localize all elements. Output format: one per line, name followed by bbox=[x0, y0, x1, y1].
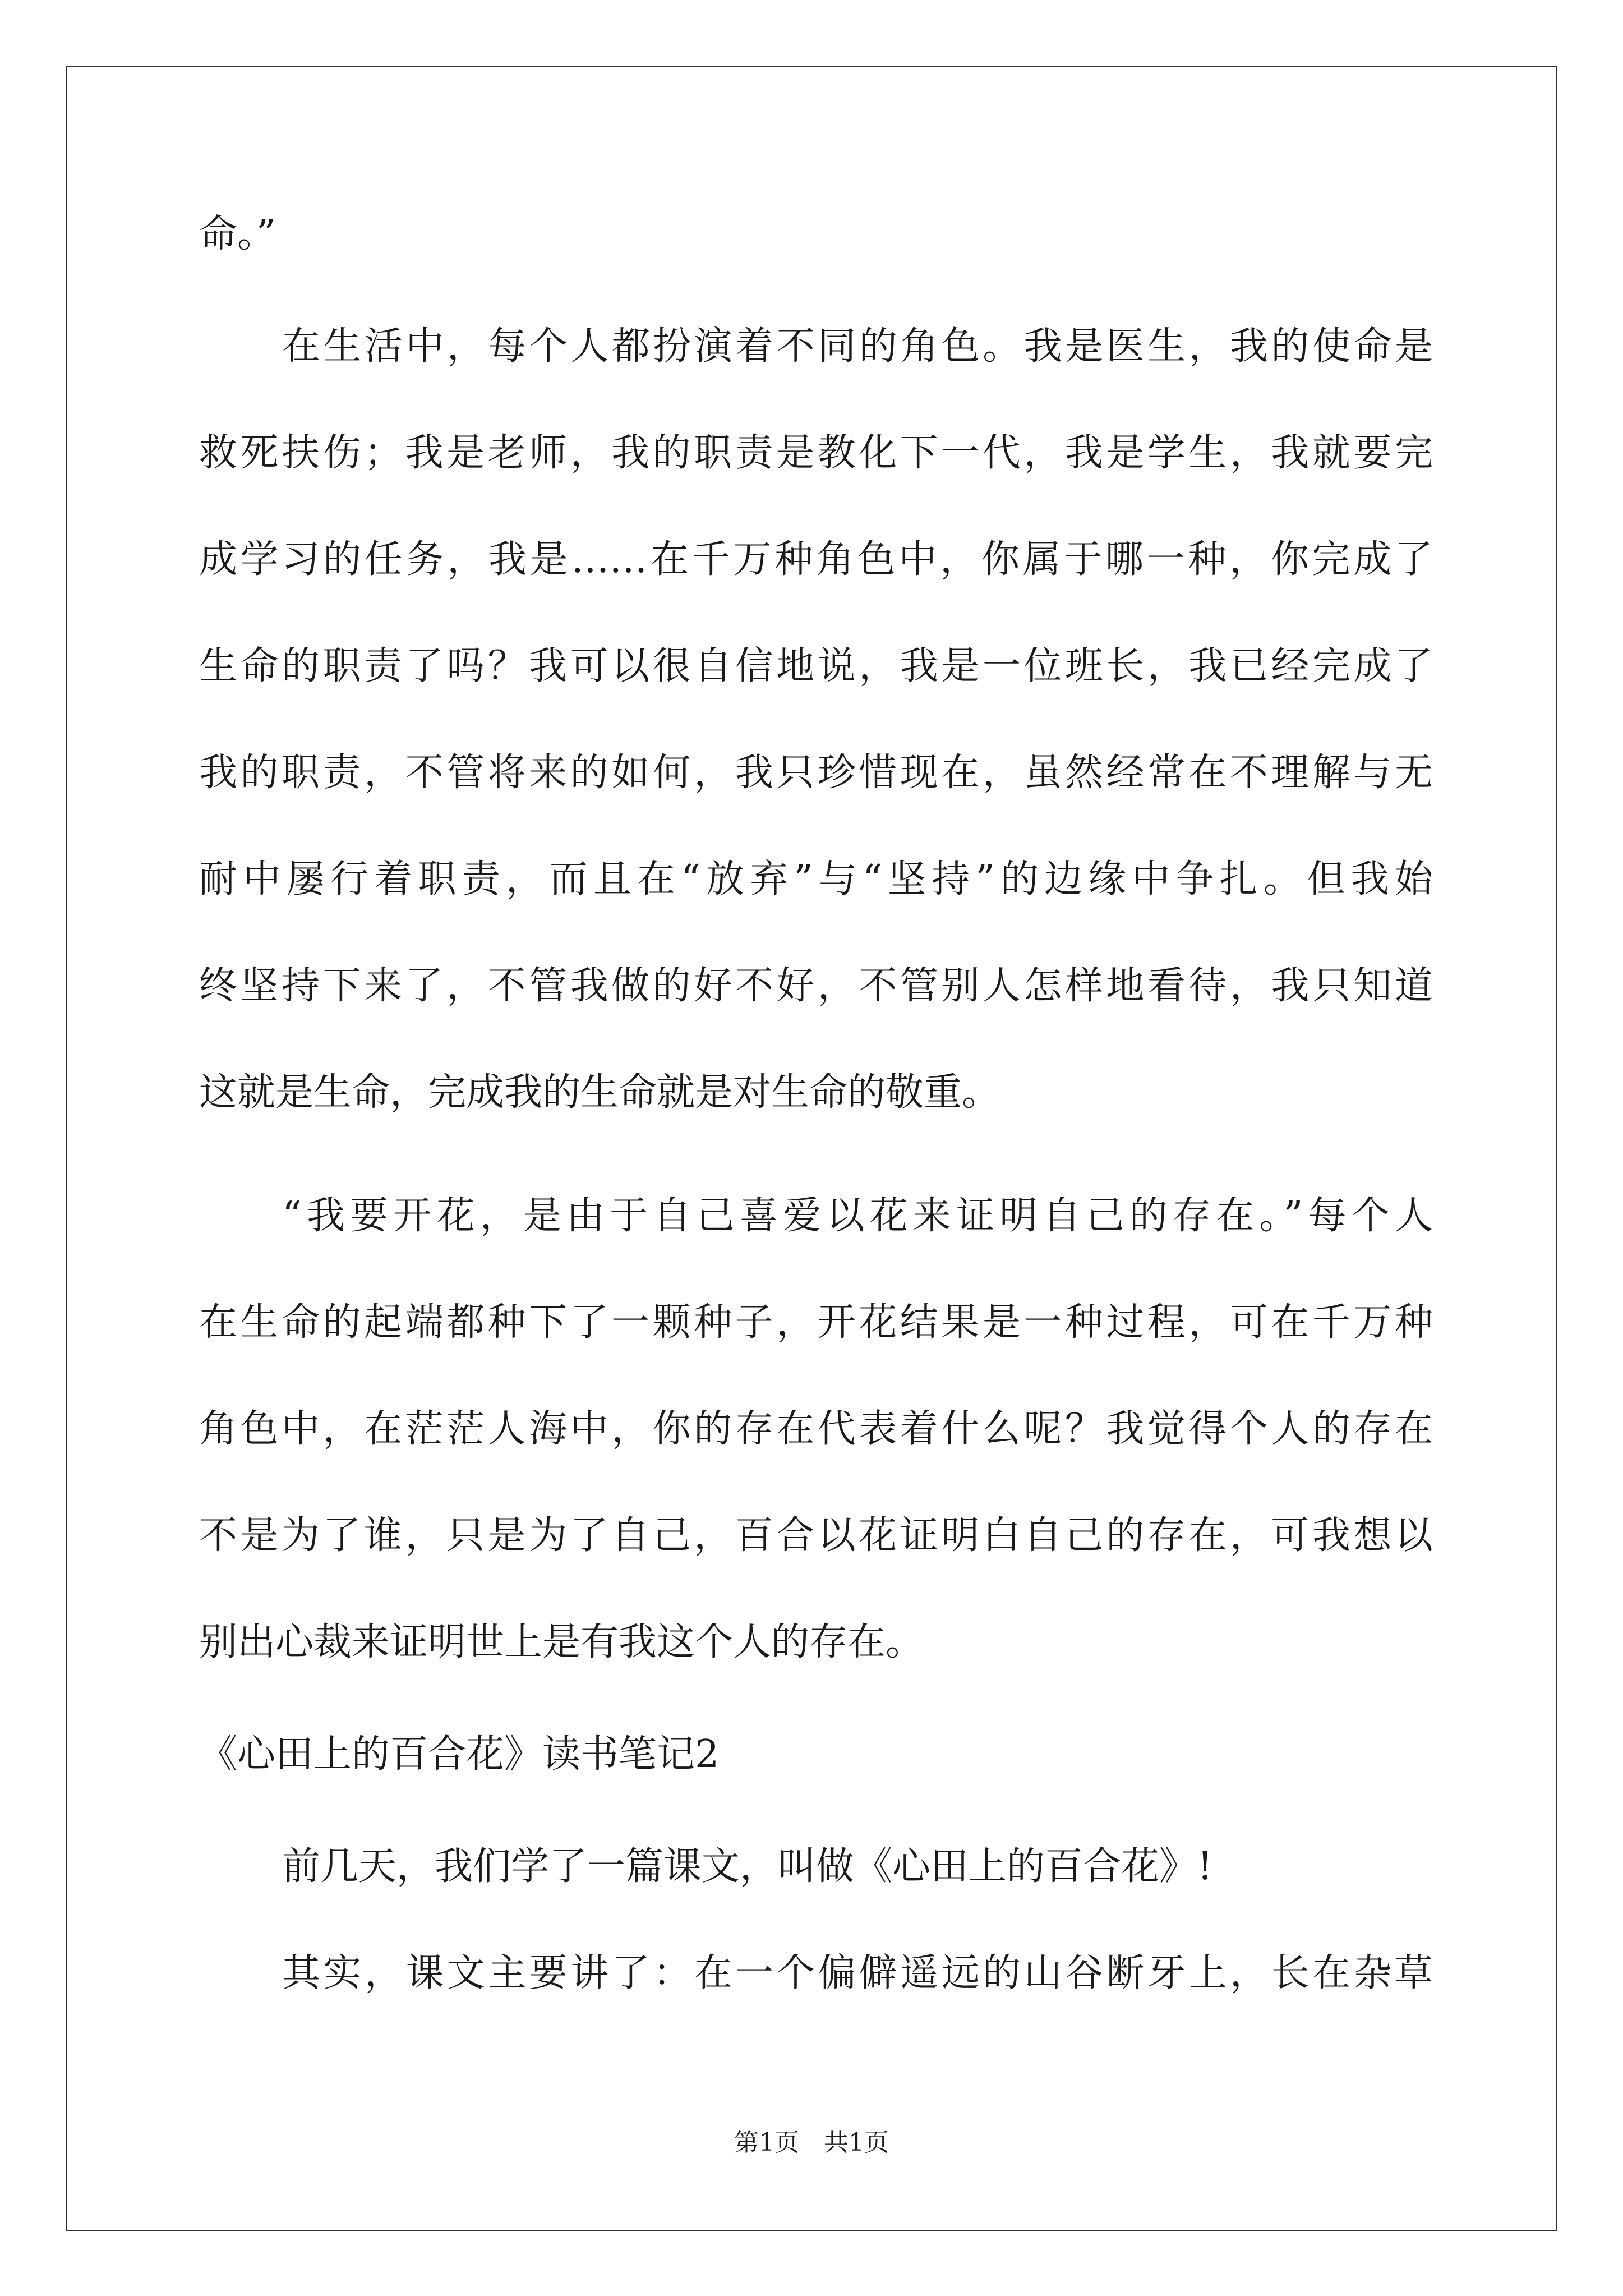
page-border bbox=[66, 66, 1557, 2231]
paragraph-line: 在生命的起端都种下了一颗种子，开花结果是一种过程，可在千万种 bbox=[199, 1300, 1433, 1345]
text-line: 命。” bbox=[199, 212, 276, 256]
paragraph-line: 这就是生命，完成我的生命就是对生命的敬重。 bbox=[199, 1070, 1000, 1115]
paragraph-line: 我的职责，不管将来的如何，我只珍惜现在，虽然经常在不理解与无 bbox=[199, 751, 1433, 795]
paragraph-line: “我要开花，是由于自己喜爱以花来证明自己的存在。”每个人 bbox=[282, 1194, 1433, 1238]
paragraph-line: 在生活中，每个人都扮演着不同的角色。我是医生，我的使命是 bbox=[282, 324, 1433, 369]
paragraph-line: 角色中，在茫茫人海中，你的存在代表着什么呢？我觉得个人的存在 bbox=[199, 1407, 1433, 1451]
paragraph-line: 不是为了谁，只是为了自己，百合以花证明白自己的存在，可我想以 bbox=[199, 1513, 1433, 1558]
paragraph-line: 生命的职责了吗？我可以很自信地说，我是一位班长，我已经完成了 bbox=[199, 644, 1433, 688]
paragraph-line: 耐中屡行着职责，而且在“放弃”与“坚持”的边缘中争扎。但我始 bbox=[199, 857, 1433, 901]
paragraph-line: 救死扶伤；我是老师，我的职责是教化下一代，我是学生，我就要完 bbox=[199, 431, 1433, 475]
paragraph-line: 其实，课文主要讲了：在一个偏僻遥远的山谷断牙上，长在杂草 bbox=[282, 1951, 1433, 1995]
paragraph-line: 成学习的任务，我是……在千万种角色中，你属于哪一种，你完成了 bbox=[199, 537, 1433, 582]
page-number-footer: 第1页 共1页 bbox=[734, 2128, 889, 2157]
section-heading: 《心田上的百合花》读书笔记2 bbox=[199, 1732, 720, 1777]
paragraph-line: 别出心裁来证明世上是有我这个人的存在。 bbox=[199, 1620, 924, 1664]
paragraph-line: 终坚持下来了，不管我做的好不好，不管别人怎样地看待，我只知道 bbox=[199, 964, 1433, 1008]
paragraph-line: 前几天，我们学了一篇课文，叫做《心田上的百合花》! bbox=[282, 1844, 1213, 1889]
